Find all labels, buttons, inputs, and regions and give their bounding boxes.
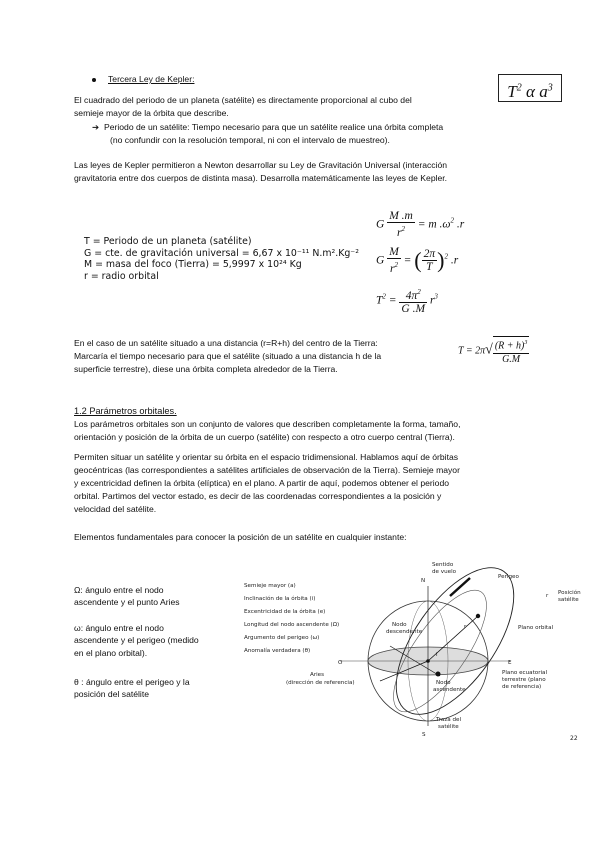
section-heading: 1.2 Parámetros orbitales. bbox=[74, 406, 177, 416]
element-theta-2: posición del satélite bbox=[74, 689, 150, 700]
legend-block bbox=[84, 236, 359, 282]
kepler-text-1: El cuadrado del periodo de un planeta (satélite) es directamente proporcional al cubo del bbox=[74, 95, 412, 105]
kepler-bullet bbox=[92, 73, 194, 85]
element-omega-big-2: ascendente y el punto Aries bbox=[74, 597, 180, 608]
label-aries-2: (dirección de referencia) bbox=[286, 680, 355, 686]
legend-line-1: T = Periodo de un planeta (satélite) bbox=[84, 236, 252, 247]
label-plano-ecuatorial-3: de referencia) bbox=[502, 684, 542, 690]
label-traza-1: Traza del bbox=[436, 717, 462, 723]
kepler-title: Tercera Ley de Kepler: bbox=[108, 74, 195, 84]
arrow-icon: ➔ bbox=[92, 122, 100, 132]
flight-direction-arrow bbox=[450, 578, 470, 596]
diagram-param-5: Anomalía verdadera (θ) bbox=[244, 648, 311, 654]
period-text-1: Periodo de un satélite: Tiempo necesario para que un satélite realice una órbita completa bbox=[103, 122, 444, 132]
label-aries-1: Aries bbox=[310, 672, 325, 678]
element-theta bbox=[74, 676, 190, 701]
section-p2-line-1: Permiten situar un satélite y orientar su órbita en el espacio tridimensional. Hablamos aquí de órbitas bbox=[74, 452, 459, 462]
label-sentido-2: de vuelo bbox=[432, 569, 457, 575]
newton-line-2: gravitatoria entre dos cuerpos de distinta masa). Desarrolla matemáticamente las leyes de Kepler. bbox=[74, 173, 448, 183]
element-omega-small-2: ascendente y el perigeo (medido bbox=[74, 635, 199, 646]
element-omega-small-3: en el plano orbital). bbox=[74, 647, 148, 658]
period-text-2: (no confundir con la resolución temporal, ni con el intervalo de muestreo). bbox=[110, 135, 390, 145]
equation-1: G $\frac{M .m}{r^2}$ = m $.\omega^2$ .r bbox=[376, 210, 465, 240]
ascending-node-dot bbox=[436, 672, 441, 677]
label-traza-2: satélite bbox=[438, 724, 459, 730]
label-N: N bbox=[421, 578, 426, 584]
section-p1-line-2: orientación y posición de la órbita de un cuerpo (satélite) con respecto a otro cuerpo central (Tierra). bbox=[74, 432, 455, 442]
legend-line-3: M = masa del foco (Tierra) = 5,9997 x 10²⁴ Kg bbox=[84, 259, 302, 270]
label-nodo-asc-2: ascendente bbox=[433, 687, 466, 693]
period-line-1 bbox=[92, 121, 443, 133]
orbit-ellipse bbox=[373, 556, 536, 734]
label-r-vector: r bbox=[546, 593, 549, 599]
earth-center-dot bbox=[426, 659, 430, 663]
section-p2-line-3: y excentricidad definen la órbita (elíptica) en el plano. A partir de aquí, podemos obtener el periodo bbox=[74, 478, 450, 488]
orbital-diagram bbox=[240, 556, 586, 742]
satellite-line-1: En el caso de un satélite situado a una distancia (r=R+h) del centro de la Tierra: bbox=[74, 338, 378, 348]
label-O: O bbox=[338, 660, 343, 666]
label-nodo-desc-2: descendente bbox=[386, 629, 423, 635]
equation-2: G $\frac{M}{r^2}$ = ( $\frac{2\pi}{T}$ )$^2$ .r bbox=[376, 246, 459, 276]
diagram-param-2: Excentricidad de la órbita (e) bbox=[244, 609, 326, 615]
section-p1-line-1: Los parámetros orbitales son un conjunto de valores que describen completamente la forma, tamaño, bbox=[74, 419, 461, 429]
satellite-line-2: Marcaría el tiempo necesario para que el satélite (situado a una distancia h de la bbox=[74, 351, 382, 361]
satellite-position-dot bbox=[476, 614, 480, 618]
section-p2-line-4: orbital. Partimos del vector estado, es decir de las coordenadas correspondientes a la posición y bbox=[74, 491, 442, 501]
kepler-formula: $T^2$ α $a^3$ bbox=[507, 81, 553, 101]
newton-line-1: Las leyes de Kepler permitieron a Newton desarrollar su Ley de Gravitación Universal (interacción bbox=[74, 160, 448, 170]
label-perigeo: Perigeo bbox=[498, 574, 519, 580]
diagram-param-0: Semieje mayor (a) bbox=[244, 583, 296, 589]
element-omega-big-1: Ω: ángulo entre el nodo bbox=[74, 585, 164, 595]
section-p2-line-2: geocéntricas (las correspondientes a satélites artificiales de observación de la Tierra). Semieje mayor bbox=[74, 465, 460, 475]
equation-3: $T^2$ = $\frac{4\pi^2}{G .M}$ $r^3$ bbox=[376, 288, 438, 316]
element-theta-1: θ : ángulo entre el perigeo y la bbox=[74, 677, 190, 687]
label-plano-ecuatorial-1: Plano ecuatorial bbox=[502, 670, 548, 676]
element-omega-small bbox=[74, 622, 199, 659]
section-p3: Elementos fundamentales para conocer la posición de un satélite en cualquier instante: bbox=[74, 532, 407, 542]
diagram-param-4: Argumento del perigeo (ω) bbox=[244, 635, 320, 641]
label-plano-orbital: Plano orbital bbox=[518, 625, 554, 631]
label-S: S bbox=[422, 732, 426, 738]
satellite-line-3: superficie terrestre), diese una órbita completa alrededor de la Tierra. bbox=[74, 364, 338, 374]
diagram-param-1: Inclinación de la órbita (i) bbox=[244, 596, 316, 602]
kepler-text-2: semieje mayor de la órbita que describe. bbox=[74, 108, 229, 118]
element-omega-big bbox=[74, 584, 180, 609]
label-i: i bbox=[436, 652, 438, 658]
element-omega-small-1: ω: ángulo entre el nodo bbox=[74, 623, 164, 633]
legend-line-2: G = cte. de gravitación universal = 6,67 x 10⁻¹¹ N.m².Kg⁻² bbox=[84, 247, 360, 259]
label-posicion-2: satélite bbox=[558, 597, 579, 603]
page-number: 22 bbox=[570, 735, 578, 742]
label-nodo-desc-1: Nodo bbox=[392, 622, 407, 628]
label-plano-ecuatorial-2: terrestre (plano bbox=[502, 677, 546, 683]
legend-line-4: r = radio orbital bbox=[84, 270, 159, 282]
kepler-formula-box bbox=[498, 74, 562, 102]
label-E: E bbox=[508, 660, 512, 666]
label-sentido-1: Sentido bbox=[432, 562, 454, 568]
label-r: r bbox=[464, 624, 467, 630]
section-p2-line-5: velocidad del satélite. bbox=[74, 504, 157, 514]
bullet-dot bbox=[92, 78, 96, 82]
label-nodo-asc-1: Nodo bbox=[436, 680, 451, 686]
label-posicion-1: Posición bbox=[558, 590, 581, 596]
diagram-param-3: Longitud del nodo ascendente (Ω) bbox=[244, 622, 340, 628]
period-satellite-equation: T = 2π√ $\frac{(R + h)^3}{G.M}$ bbox=[458, 336, 529, 366]
